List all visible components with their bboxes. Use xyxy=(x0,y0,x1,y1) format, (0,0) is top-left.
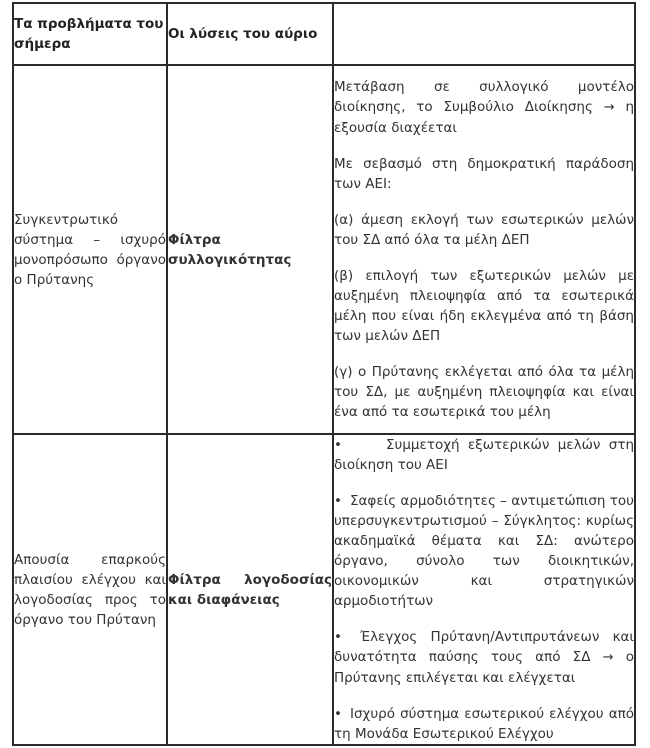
arrow-right-icon: → xyxy=(603,100,615,115)
solutions-cell xyxy=(333,65,635,434)
table-row xyxy=(13,434,635,745)
bullet-icon: • xyxy=(334,493,342,509)
solution-paragraph: (γ) ο Πρύτανης εκλέγεται από όλα τα μέλη του ΣΔ, με αυξημένη πλειοψηφία και είναι ένα από τα εσωτερικά του μέλη xyxy=(334,364,634,420)
bullet-icon: • xyxy=(334,706,342,722)
header-problems: Τα προβλήματα του σήμερα xyxy=(13,3,167,65)
header-empty xyxy=(333,3,635,65)
solution-paragraph: Με σεβασμό στη δημοκρατική παράδοση των ΑΕΙ: xyxy=(334,156,634,192)
arrow-right-icon: → xyxy=(602,650,614,665)
filter-cell: Φίλτρα συλλογικότητας xyxy=(167,65,333,434)
problem-cell: Απουσία επαρκούς πλαισίου ελέγχου και λογοδοσίας προς το όργανο του Πρύτανη xyxy=(13,434,167,745)
bullet-icon: • xyxy=(334,629,342,645)
table-row xyxy=(13,65,635,434)
solution-bullet: • Έλεγχος Πρύτανη/Αντιπρυτάνεων και δυνατότητα παύσης τους από ΣΔ → ο Πρύτανης επιλέγεται και ελέγχεται xyxy=(334,629,635,686)
table-header-row xyxy=(13,3,635,65)
header-solutions: Οι λύσεις του αύριο xyxy=(167,3,333,65)
comparison-table xyxy=(12,2,636,746)
filter-cell: Φίλτρα λογοδοσίας και διαφάνειας xyxy=(167,434,333,745)
solution-paragraph: Μετάβαση σε συλλογικό μοντέλο διοίκησης, το Συμβούλιο Διοίκησης → η εξουσία διαχέεται xyxy=(334,79,634,136)
solution-bullet: • Ισχυρό σύστημα εσωτερικού ελέγχου από τη Μονάδα Εσωτερικού Ελέγχου xyxy=(334,706,634,742)
solution-bullet: • Συμμετοχή εξωτερικών μελών στη διοίκηση του ΑΕΙ xyxy=(334,437,634,473)
bullet-icon: • xyxy=(334,437,342,453)
problem-cell: Συγκεντρωτικό σύστημα – ισχυρό μονοπρόσωπο όργανο ο Πρύτανης xyxy=(13,65,167,434)
solution-bullet: • Σαφείς αρμοδιότητες – αντιμετώπιση του υπερσυγκεντρωτισμού – Σύγκλητος: κυρίως ακαδημαϊκά θέματα και ΣΔ: ανώτερο όργανο, σύνολο των διοικητικών, οικονομικών και στρατηγικών αρμοδιοτήτων xyxy=(334,493,634,609)
solution-paragraph: (β) επιλογή των εξωτερικών μελών με αυξημένη πλειοψηφία από τα εσωτερικά μέλη που είναι ήδη εκλεγμένα από τη βάση των μελών ΔΕΠ xyxy=(334,268,634,344)
solution-paragraph: (α) άμεση εκλογή των εσωτερικών μελών του ΣΔ από όλα τα μέλη ΔΕΠ xyxy=(334,212,634,248)
solutions-cell xyxy=(333,434,635,745)
